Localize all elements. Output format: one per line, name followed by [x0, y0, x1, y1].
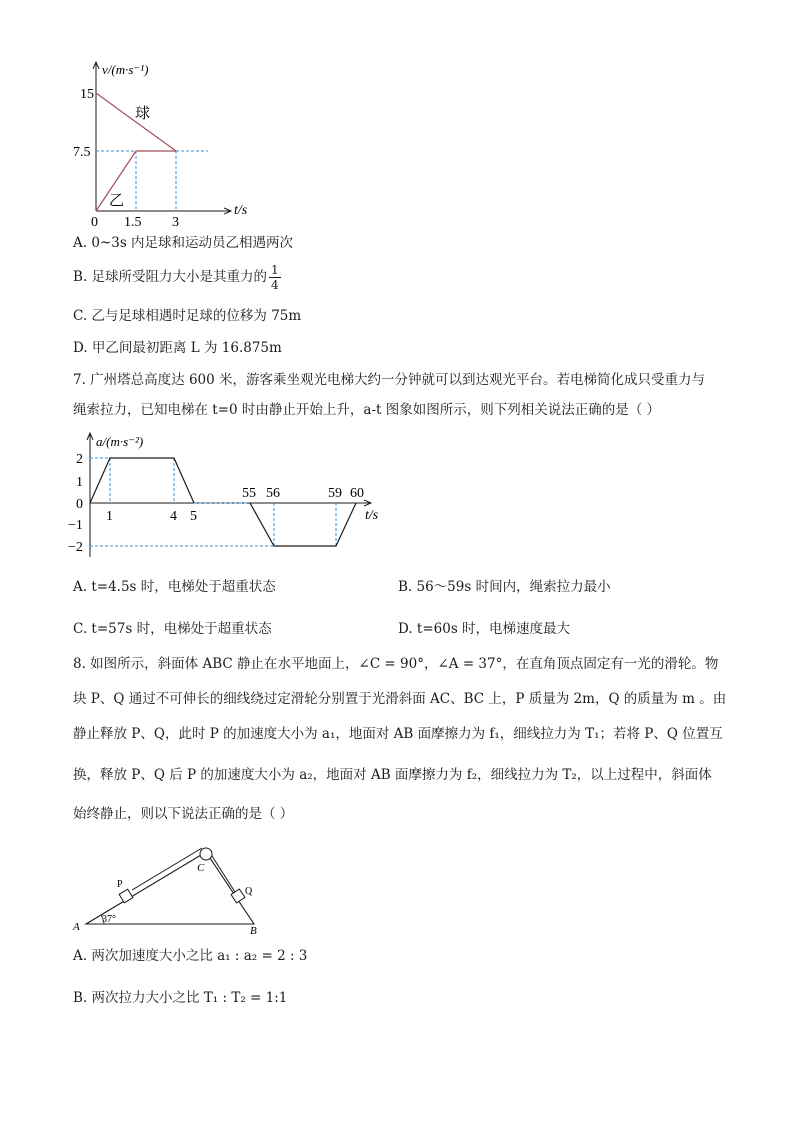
- x-tick-3: 3: [172, 215, 179, 230]
- y-tick-minus1: −1: [68, 518, 83, 533]
- y-tick-minus2: −2: [68, 540, 83, 555]
- x-axis-label: t/s: [365, 508, 379, 523]
- velocity-time-graph: [73, 58, 280, 233]
- x-tick-5: 5: [190, 509, 197, 524]
- q8-option-a: A. 两次加速度大小之比 a₁ : a₂ = 2 : 3: [73, 948, 308, 964]
- fraction: [269, 263, 281, 292]
- q7-stem-line1: 7. 广州塔总高度达 600 米，游客乘坐观光电梯大约一分钟就可以到达观光平台。若电梯简化成只受重力与: [73, 372, 706, 388]
- x-tick-59: 59: [328, 486, 342, 501]
- a-t-curve-negative: [250, 503, 356, 546]
- q7-option-c: C. t=57s 时，电梯处于超重状态: [73, 621, 272, 637]
- q8-option-b: B. 两次拉力大小之比 T₁ : T₂ = 1:1: [73, 990, 288, 1006]
- fraction-denominator: 4: [271, 278, 279, 292]
- y-tick-0: 0: [76, 497, 83, 512]
- label-b: B: [250, 925, 257, 937]
- string-ac: [132, 848, 202, 890]
- a-t-curve-positive: [90, 458, 194, 503]
- y-axis-label: a/(m·s⁻²): [96, 434, 144, 449]
- q8-stem-line5: 始终静止，则以下说法正确的是（ ）: [73, 806, 294, 822]
- y-tick-2: 2: [76, 452, 83, 467]
- q6-option-b-text: B. 足球所受阻力大小是其重力的: [73, 269, 268, 285]
- label-angle: 37°: [102, 914, 116, 925]
- q8-stem-line1: 8. 如图所示，斜面体 ABC 静止在水平地面上，∠C = 90°，∠A = 37°，在直角顶点固定有一光的滑轮。物: [73, 656, 719, 672]
- q6-option-b: [73, 260, 281, 294]
- ball-label: 球: [135, 106, 151, 122]
- ball-line: [96, 93, 176, 151]
- x-tick-55: 55: [242, 486, 256, 501]
- yi-label: 乙: [109, 193, 125, 209]
- y-tick-15: 15: [80, 87, 94, 102]
- x-tick-1.5: 1.5: [124, 215, 142, 230]
- pulley-icon: [200, 848, 212, 860]
- q7-stem-line2: 绳索拉力，已知电梯在 t=0 时由静止开始上升，a-t 图象如图所示，则下列相关说法正确的是（ ）: [73, 402, 661, 418]
- x-tick-56: 56: [266, 486, 280, 501]
- block-q: [231, 889, 245, 903]
- acceleration-time-graph: [60, 430, 390, 560]
- x-tick-60: 60: [350, 486, 364, 501]
- label-p: P: [117, 879, 123, 890]
- q8-stem-line2: 块 P、Q 通过不可伸长的细线绕过定滑轮分别置于光滑斜面 AC、BC 上，P 质量为 2m，Q 的质量为 m 。由: [73, 691, 727, 707]
- fraction-numerator: 1: [271, 263, 279, 277]
- q8-stem-line4: 换，释放 P、Q 后 P 的加速度大小为 a₂，地面对 AB 面摩擦力为 f₂，细线拉力为 T₂，以上过程中，斜面体: [73, 767, 712, 783]
- y-tick-7.5: 7.5: [73, 145, 91, 160]
- x-tick-1: 1: [106, 509, 113, 524]
- q6-option-a: A. 0~3s 内足球和运动员乙相遇两次: [73, 235, 294, 251]
- q6-option-c: C. 乙与足球相遇时足球的位移为 75m: [73, 308, 302, 324]
- q7-option-d: D. t=60s 时，电梯速度最大: [398, 621, 571, 637]
- y-axis-label: v/(m·s⁻¹): [102, 62, 149, 77]
- q7-option-a: A. t=4.5s 时，电梯处于超重状态: [73, 579, 276, 595]
- q6-option-d: D. 甲乙间最初距离 L 为 16.875m: [73, 340, 282, 356]
- q8-stem-line3: 静止释放 P、Q，此时 P 的加速度大小为 a₁，地面对 AB 面摩擦力为 f₁，细线拉力为 T₁；若将 P、Q 位置互: [73, 726, 723, 742]
- y-tick-1: 1: [76, 475, 83, 490]
- label-c: C: [197, 862, 205, 874]
- x-axis-label: t/s: [234, 203, 248, 218]
- x-tick-0: 0: [91, 215, 98, 230]
- x-tick-4: 4: [170, 509, 177, 524]
- incline-figure: [70, 838, 270, 938]
- block-p: [119, 889, 133, 903]
- label-q: Q: [245, 886, 253, 897]
- q7-option-b: B. 56～59s 时间内，绳索拉力最小: [398, 579, 611, 595]
- label-a: A: [73, 921, 80, 933]
- string-bc: [212, 856, 235, 892]
